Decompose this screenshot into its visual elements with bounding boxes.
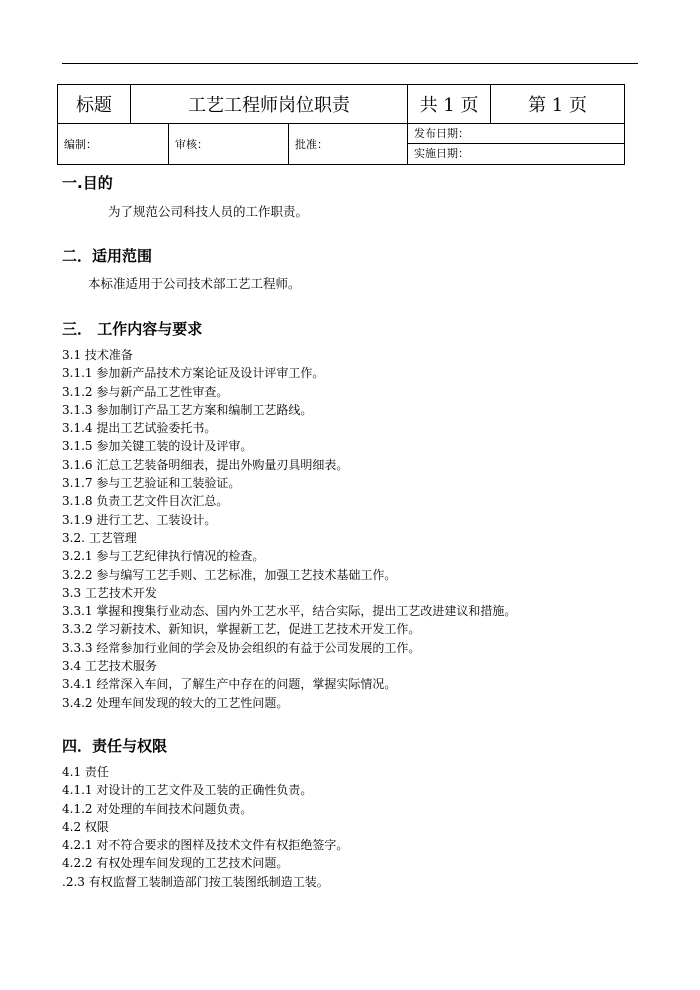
list-item: 3.1.5 参加关键工装的设计及评审。: [62, 439, 253, 454]
list-item: 4.1.2 对处理的车间技术问题负责。: [62, 801, 253, 816]
document-body: [62, 172, 662, 891]
page-number: 第 1 页: [528, 95, 587, 116]
list-item: 3.2.1 参与工艺纪律执行情况的检查。: [62, 549, 265, 564]
list-item: 3.1.1 参加新产品技术方案论证及设计评审工作。: [62, 366, 325, 381]
reviewed-by-field: 审核：: [169, 124, 289, 165]
list-item: 3.3.1 掌握和搜集行业动态、国内外工艺水平，结合实际，提出工艺改进建议和措施。: [62, 604, 517, 619]
list-item: 3.1.2 参与新产品工艺性审查。: [62, 384, 229, 399]
list-item: 3.1.9 进行工艺、工装设计。: [62, 512, 217, 527]
list-item: 3.2. 工艺管理: [62, 530, 137, 545]
compiled-by-field: 编制：: [58, 124, 169, 165]
list-item: 3.2.2 参与编写工艺手则、工艺标准，加强工艺技术基础工作。: [62, 567, 397, 582]
list-item: 3.1.8 负责工艺文件目次汇总。: [62, 494, 229, 509]
header-rule: [62, 63, 638, 64]
list-item: .2.3 有权监督工装制造部门按工装图纸制造工装。: [62, 874, 329, 889]
document-title: 工艺工程师岗位职责: [131, 85, 408, 124]
section-title-scope: 二．适用范围: [62, 247, 153, 265]
scope-text: 本标准适用于公司技术部工艺工程师。: [88, 276, 301, 291]
purpose-text: 为了规范公司科技人员的工作职责。: [108, 204, 309, 219]
list-item: 4.2.2 有权处理车间发现的工艺技术问题。: [62, 856, 289, 871]
list-item: 4.2 权限: [62, 819, 109, 834]
list-item: 3.3.3 经常参加行业间的学会及协会组织的有益于公司发展的工作。: [62, 640, 421, 655]
document-header-table: [57, 84, 625, 165]
list-item: 3.1.3 参加制订产品工艺方案和编制工艺路线。: [62, 402, 313, 417]
section-title-content: 三． 工作内容与要求: [62, 320, 203, 338]
list-item: 4.2.1 对不符合要求的图样及技术文件有权拒绝签字。: [62, 838, 349, 853]
list-item: 3.4 工艺技术服务: [62, 659, 157, 674]
list-item: 3.1 技术准备: [62, 348, 133, 362]
list-item: 3.1.4 提出工艺试验委托书。: [62, 421, 217, 436]
approved-by-field: 批准：: [289, 124, 408, 165]
title-label: 标题: [58, 85, 131, 124]
list-item: 3.3.2 学习新技术、新知识，掌握新工艺，促进工艺技术开发工作。: [62, 622, 421, 637]
publish-date-field: 发布日期：: [408, 124, 624, 144]
list-item: 3.3 工艺技术开发: [62, 585, 157, 600]
total-pages: 共 1 页: [408, 85, 491, 123]
responsibility-items: [62, 763, 662, 891]
list-item: 3.4.2 处理车间发现的较大的工艺性问题。: [62, 695, 289, 710]
list-item: 4.1 责任: [62, 764, 109, 779]
list-item: 3.1.6 汇总工艺装备明细表，提出外购量刃具明细表。: [62, 457, 349, 472]
list-item: 3.4.1 经常深入车间，了解生产中存在的问题，掌握实际情况。: [62, 677, 397, 692]
list-item: 3.1.7 参与工艺验证和工装验证。: [62, 476, 241, 491]
list-item: 4.1.1 对设计的工艺文件及工装的正确性负责。: [62, 783, 313, 798]
section-title-purpose: 一.目的: [62, 174, 113, 192]
content-items: [62, 346, 662, 712]
effective-date-field: 实施日期：: [414, 147, 470, 160]
section-title-responsibility: 四．责任与权限: [62, 736, 168, 755]
